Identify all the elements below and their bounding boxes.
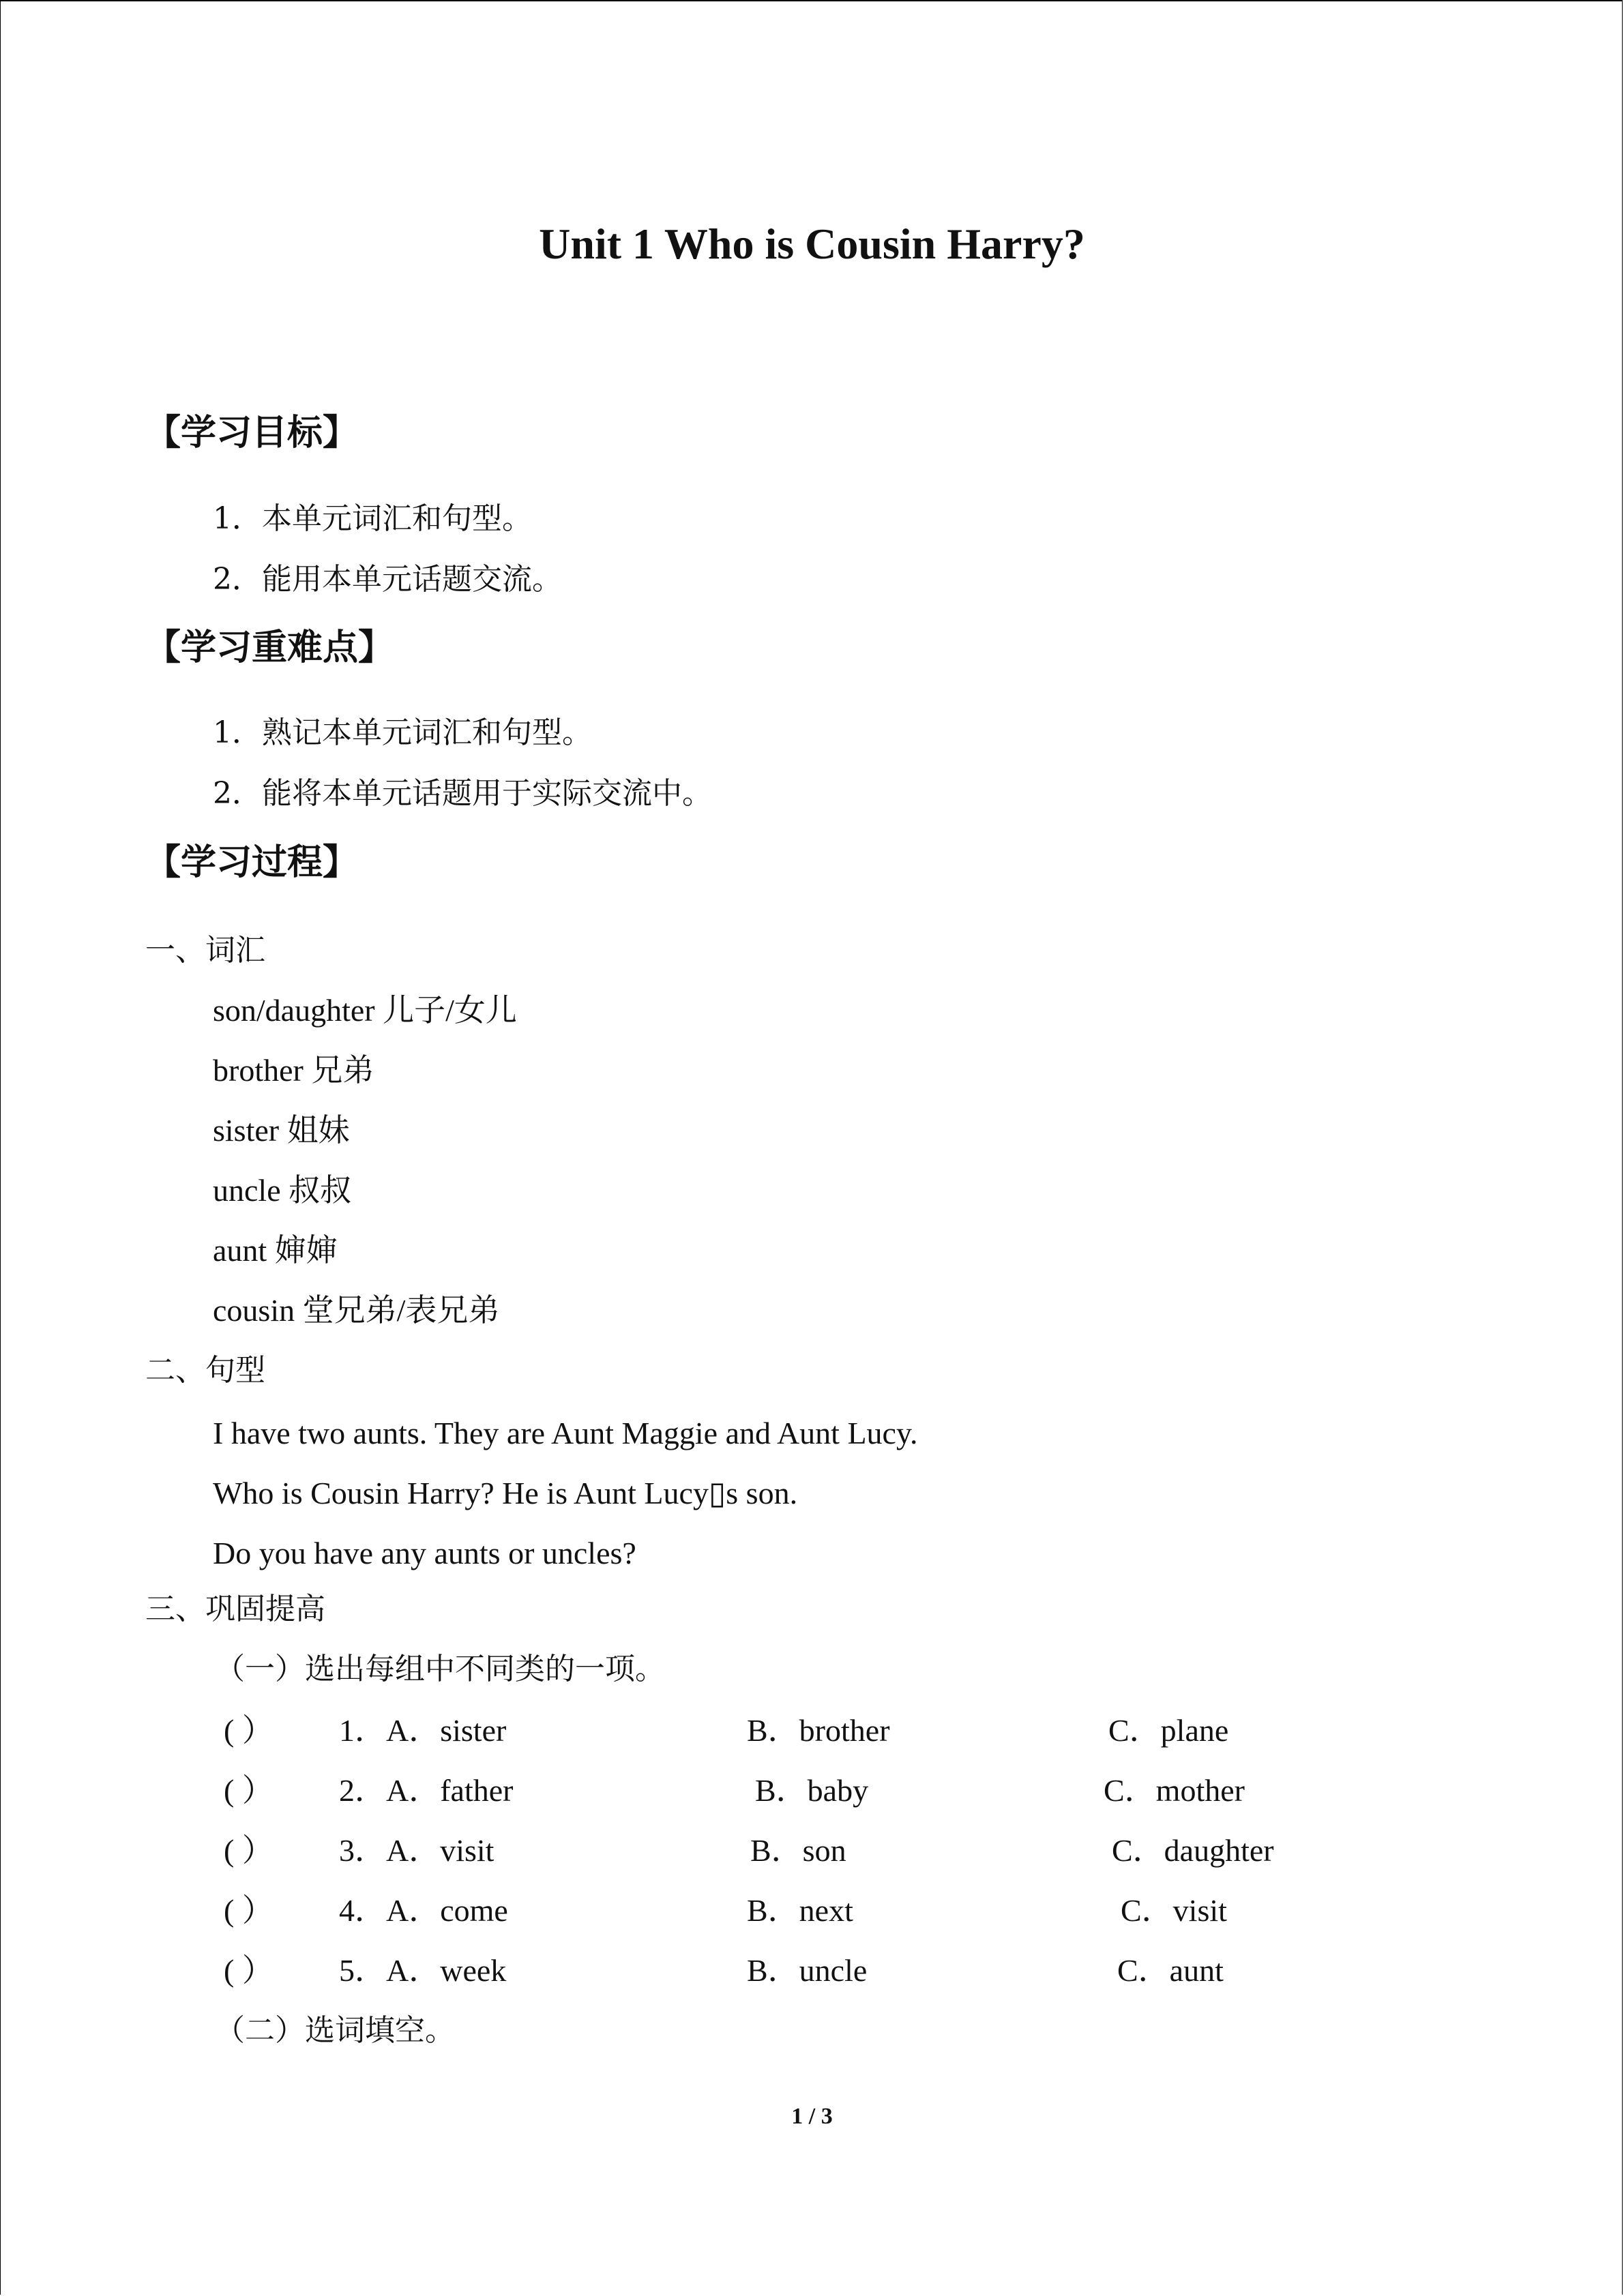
option-c: C．aunt [1117, 1953, 1224, 1988]
vocab-item: sister 姐妹 [213, 1113, 350, 1148]
option-a: 5．A．week [339, 1953, 507, 1988]
vocab-item: cousin 堂兄弟/表兄弟 [213, 1293, 500, 1328]
section-heading-objectives: 【学习目标】 [145, 413, 359, 453]
option-b: B．brother [747, 1713, 890, 1748]
document-title: Unit 1 Who is Cousin Harry? [539, 220, 1085, 268]
option-c: C．mother [1104, 1773, 1245, 1808]
objective-item: 2．能用本单元话题交流。 [213, 562, 562, 597]
option-a: 2．A．father [339, 1773, 514, 1808]
option-c: C．daughter [1112, 1833, 1274, 1868]
sentence-item: Do you have any aunts or uncles? [213, 1536, 636, 1570]
vocab-item: brother 兄弟 [213, 1053, 374, 1088]
vocab-heading: 一、词汇 [145, 933, 265, 968]
practice-part2-heading: （二）选词填空。 [215, 2013, 455, 2048]
vocab-item: son/daughter 儿子/女儿 [213, 993, 517, 1028]
section-heading-process: 【学习过程】 [145, 842, 359, 883]
answer-blank[interactable]: ( ） [224, 1773, 274, 1808]
objective-item: 1．本单元词汇和句型。 [213, 501, 532, 536]
answer-blank[interactable]: ( ） [224, 1953, 274, 1988]
practice-heading: 三、巩固提高 [145, 1592, 325, 1626]
option-b: B．baby [755, 1773, 869, 1808]
sentence-item: I have two aunts. They are Aunt Maggie and Aunt Lucy. [213, 1416, 918, 1450]
option-b: B．son [750, 1833, 846, 1868]
option-b: B．uncle [747, 1953, 868, 1988]
sentences-heading: 二、句型 [145, 1353, 265, 1388]
option-b: B．next [747, 1893, 853, 1928]
option-a: 3．A．visit [339, 1833, 494, 1868]
option-c: C．plane [1108, 1713, 1229, 1748]
page-number: 1 / 3 [791, 2104, 833, 2129]
vocab-item: uncle 叔叔 [213, 1173, 352, 1208]
answer-blank[interactable]: ( ） [224, 1893, 274, 1928]
practice-part1-heading: （一）选出每组中不同类的一项。 [215, 1652, 665, 1686]
sentence-item: Who is Cousin Harry? He is Aunt Lucy▯s son. [213, 1476, 798, 1510]
option-a: 4．A．come [339, 1893, 508, 1928]
vocab-item: aunt 婶婶 [213, 1233, 338, 1268]
key-point-item: 2．能将本单元话题用于实际交流中。 [213, 776, 712, 811]
option-a: 1．A．sister [339, 1713, 507, 1748]
answer-blank[interactable]: ( ） [224, 1713, 274, 1748]
option-c: C．visit [1121, 1893, 1227, 1928]
answer-blank[interactable]: ( ） [224, 1833, 274, 1868]
section-heading-key-points: 【学习重难点】 [145, 627, 394, 668]
key-point-item: 1．熟记本单元词汇和句型。 [213, 715, 592, 750]
